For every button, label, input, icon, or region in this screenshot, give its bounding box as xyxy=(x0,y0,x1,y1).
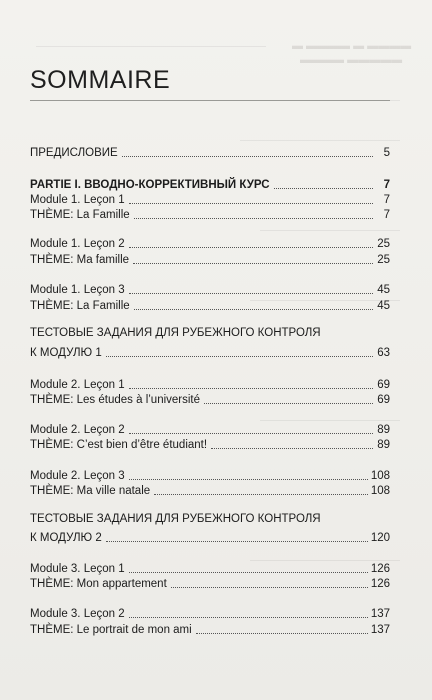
toc-page-number: 25 xyxy=(377,254,390,266)
toc-test-heading: ТЕСТОВЫЕ ЗАДАНИЯ ДЛЯ РУБЕЖНОГО КОНТРОЛЯ xyxy=(30,513,321,525)
toc-entry-preface[interactable] xyxy=(30,144,390,160)
toc-page-number: 25 xyxy=(377,238,390,250)
toc-page-number: 63 xyxy=(377,347,390,359)
dot-leader xyxy=(154,494,368,495)
toc-page-number: 108 xyxy=(370,485,390,497)
toc-page-number: 7 xyxy=(383,194,390,206)
toc-page-number: 5 xyxy=(383,147,390,159)
toc-entry-label: THÈME: C’est bien d’être étudiant! xyxy=(30,439,208,451)
toc-entry-label: Module 1. Leçon 3 xyxy=(30,284,125,296)
toc-page-number: 137 xyxy=(370,624,390,636)
toc-entry-label: PARTIE I. ВВОДНО-КОРРЕКТИВНЫЙ КУРС xyxy=(30,179,270,191)
toc-entry-label: THÈME: Le portrait de mon ami xyxy=(30,624,192,636)
dot-leader xyxy=(196,633,368,634)
toc-entry-m1-l1-theme[interactable] xyxy=(30,206,390,222)
dot-leader xyxy=(129,388,373,389)
toc-entry-label: Module 1. Leçon 2 xyxy=(30,238,125,250)
toc-page-number: 89 xyxy=(377,424,390,436)
dot-leader xyxy=(129,203,373,204)
bleed-through-line xyxy=(260,230,400,231)
dot-leader xyxy=(204,403,373,404)
toc-entry-label: Module 2. Leçon 3 xyxy=(30,470,125,482)
dot-leader xyxy=(106,541,368,542)
dot-leader xyxy=(129,433,373,434)
toc-entry-m2-l3[interactable] xyxy=(30,467,390,483)
toc-entry-label: Module 1. Leçon 1 xyxy=(30,194,125,206)
dot-leader xyxy=(134,218,373,219)
dot-leader xyxy=(129,293,373,294)
bleed-through-text: ▬▬▬▬▬ ▬▬▬▬ xyxy=(300,54,403,66)
toc-entry-m1-l2[interactable] xyxy=(30,235,390,251)
dot-leader xyxy=(129,572,368,573)
toc-entry-label: THÈME: Ma ville natale xyxy=(30,485,151,497)
dot-leader xyxy=(106,356,373,357)
toc-entry-m1-l3-theme[interactable] xyxy=(30,297,390,313)
dot-leader xyxy=(134,309,373,310)
toc-entry-part-1[interactable] xyxy=(30,176,390,192)
toc-entry-label: Module 2. Leçon 2 xyxy=(30,424,125,436)
toc-entry-m2-l2[interactable] xyxy=(30,421,390,437)
toc-page-number: 126 xyxy=(370,563,390,575)
dot-leader xyxy=(211,448,373,449)
toc-page-number: 137 xyxy=(370,608,390,620)
toc-entry-label: THÈME: Mon appartement xyxy=(30,578,167,590)
dot-leader xyxy=(122,156,373,157)
toc-entry-label: THÈME: La Famille xyxy=(30,209,130,221)
toc-entry-m2-l1-theme[interactable] xyxy=(30,391,390,407)
toc-entry-m2-l3-theme[interactable] xyxy=(30,482,390,498)
toc-entry-test-module-2[interactable] xyxy=(30,529,390,545)
toc-page-number: 45 xyxy=(377,300,390,312)
toc-entry-label: THÈME: Les études à l’université xyxy=(30,394,201,406)
toc-entry-label: Module 2. Leçon 1 xyxy=(30,379,125,391)
toc-entry-label: ПРЕДИСЛОВИЕ xyxy=(30,147,118,159)
toc-page-number: 69 xyxy=(377,394,390,406)
dot-leader xyxy=(171,587,368,588)
toc-entry-label: К МОДУЛЮ 1 xyxy=(30,347,102,359)
toc-entry-label: THÈME: La Famille xyxy=(30,300,130,312)
toc-entry-test-module-1[interactable] xyxy=(30,344,390,360)
dot-leader xyxy=(133,263,373,264)
toc-page-number: 69 xyxy=(377,379,390,391)
dot-leader xyxy=(129,247,373,248)
toc-page-number: 89 xyxy=(377,439,390,451)
dot-leader xyxy=(129,479,368,480)
toc-entry-m3-l1-theme[interactable] xyxy=(30,575,390,591)
toc-test-heading: ТЕСТОВЫЕ ЗАДАНИЯ ДЛЯ РУБЕЖНОГО КОНТРОЛЯ xyxy=(30,327,321,339)
toc-entry-m3-l2[interactable] xyxy=(30,605,390,621)
toc-page-number: 7 xyxy=(383,209,390,221)
toc-entry-m1-l1[interactable] xyxy=(30,191,390,207)
toc-entry-m1-l2-theme[interactable] xyxy=(30,251,390,267)
toc-entry-label: THÈME: Ma famille xyxy=(30,254,130,266)
bleed-through-line xyxy=(240,140,400,141)
toc-entry-m3-l2-theme[interactable] xyxy=(30,621,390,637)
toc-entry-label: Module 3. Leçon 2 xyxy=(30,608,125,620)
toc-page-number: 7 xyxy=(383,179,390,191)
toc-entry-label: К МОДУЛЮ 2 xyxy=(30,532,102,544)
bleed-through-text: ▬▬▬▬ ▬ ▬▬▬▬ ▬ xyxy=(292,40,412,52)
toc-entry-m2-l2-theme[interactable] xyxy=(30,436,390,452)
toc-entry-m1-l3[interactable] xyxy=(30,281,390,297)
page-title: SOMMAIRE xyxy=(30,66,171,94)
bleed-through-line xyxy=(36,46,266,47)
toc-page-number: 120 xyxy=(370,532,390,544)
toc-page-number: 108 xyxy=(370,470,390,482)
dot-leader xyxy=(274,188,373,189)
toc-page-number: 45 xyxy=(377,284,390,296)
toc-entry-m2-l1[interactable] xyxy=(30,376,390,392)
title-rule xyxy=(30,100,390,101)
dot-leader xyxy=(129,617,368,618)
toc-entry-m3-l1[interactable] xyxy=(30,560,390,576)
toc-entry-label: Module 3. Leçon 1 xyxy=(30,563,125,575)
toc-page-number: 126 xyxy=(370,578,390,590)
